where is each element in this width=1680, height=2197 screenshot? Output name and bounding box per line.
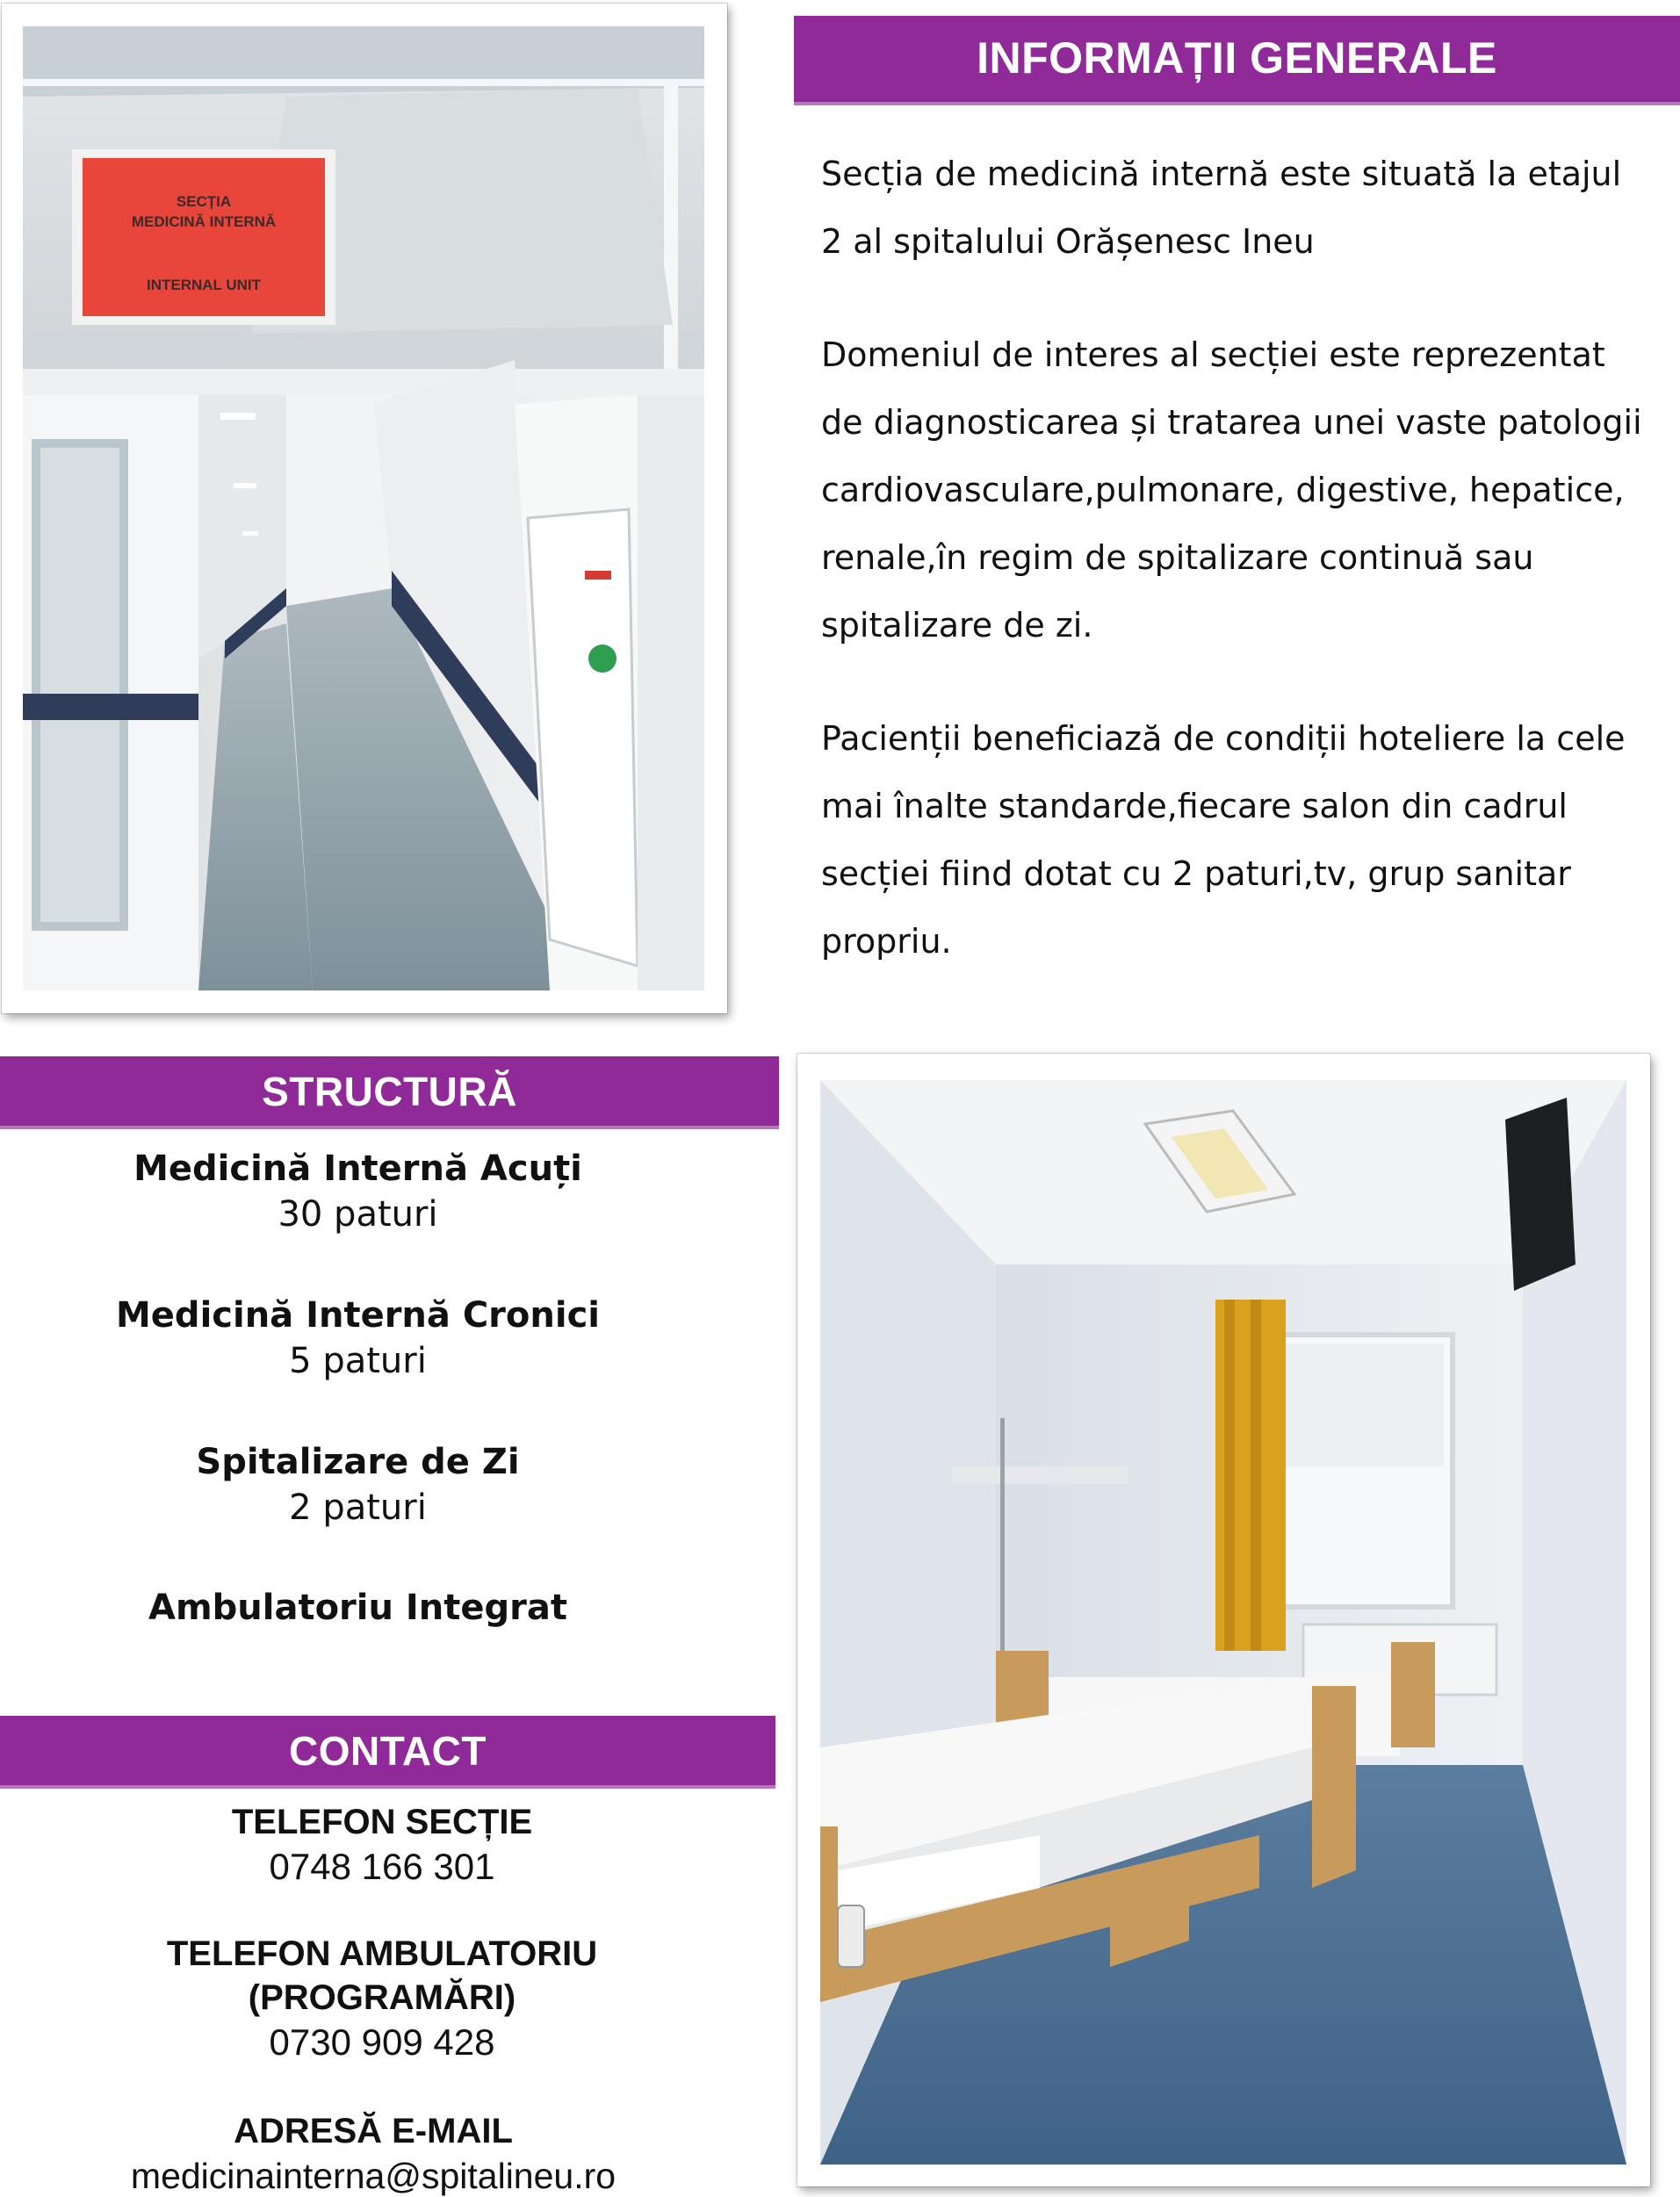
contact-email [0, 2109, 746, 2197]
email-link[interactable]: medicinainterna@spitalineu.ro [130, 2156, 616, 2196]
corridor-photo-frame [2, 4, 727, 1013]
structure-item-acute [0, 1149, 716, 1235]
contact-header-underline [0, 1785, 775, 1789]
ward-illustration [820, 1080, 1626, 2165]
structure-item-beds: 2 paturi [289, 1487, 427, 1528]
contact-section-phone [0, 1800, 764, 1890]
sign-line3: INTERNAL UNIT [146, 277, 262, 293]
structure-item-chronic [0, 1295, 716, 1381]
structure-header-underline [0, 1126, 779, 1129]
structure-header-title: STRUCTURĂ [262, 1069, 517, 1114]
info-paragraph-conditions: Pacienții beneficiază de condiții hoteliere la cele mai înalte standarde,fiecare salon din cadrul secției fiind dotat cu 2 paturi,tv, grup sanitar propriu. [821, 719, 1626, 961]
structure-item-title: Medicină Internă Cronici [116, 1295, 600, 1336]
structure-item-title: Medicină Internă Acuți [133, 1149, 582, 1189]
info-body [821, 140, 1647, 1021]
phone-ambulatory-label: TELEFON AMBULATORIU [166, 1934, 598, 1973]
contact-header-title: CONTACT [289, 1728, 487, 1774]
structure-item-beds: 5 paturi [289, 1341, 427, 1381]
phone-section-label: TELEFON SECȚIE [231, 1803, 533, 1841]
structure-item-ambulatory [0, 1588, 716, 1628]
sign-line2: MEDICINĂ INTERNĂ [131, 213, 277, 230]
ward-photo-frame [797, 1054, 1650, 2186]
structure-item-day-care [0, 1442, 716, 1528]
info-header-title: INFORMAȚII GENERALE [977, 33, 1497, 83]
structure-item-title: Ambulatoriu Integrat [148, 1588, 567, 1628]
phone-ambulatory-note: (PROGRAMĂRI) [248, 1978, 516, 2017]
info-paragraph-location: Secția de medicină internă este situată la etajul 2 al spitalului Orășenesc Ineu [821, 155, 1622, 261]
structure-header-bar [0, 1056, 779, 1129]
phone-section-value[interactable]: 0748 166 301 [269, 1846, 495, 1887]
contact-header-bar [0, 1716, 775, 1789]
info-header-bar [794, 16, 1680, 105]
email-label: ADRESĂ E-MAIL [234, 2112, 513, 2150]
corridor-illustration [23, 26, 704, 990]
corridor-photo [23, 26, 704, 990]
structure-item-beds: 30 paturi [278, 1194, 438, 1235]
sign-line1: SECȚIA [176, 193, 232, 210]
structure-item-title: Spitalizare de Zi [196, 1442, 520, 1482]
phone-ambulatory-value[interactable]: 0730 909 428 [269, 2021, 495, 2063]
info-paragraph-scope: Domeniul de interes al secției este reprezentat de diagnosticarea și tratarea unei vaste patologii cardiovasculare,pulmonare, digestive, hepatice, renale,în regim de spitalizare continuă sau spitalizare de zi. [821, 335, 1642, 645]
contact-ambulatory-phone [0, 1932, 764, 2065]
info-header-underline [794, 102, 1680, 105]
ward-photo [820, 1080, 1626, 2165]
